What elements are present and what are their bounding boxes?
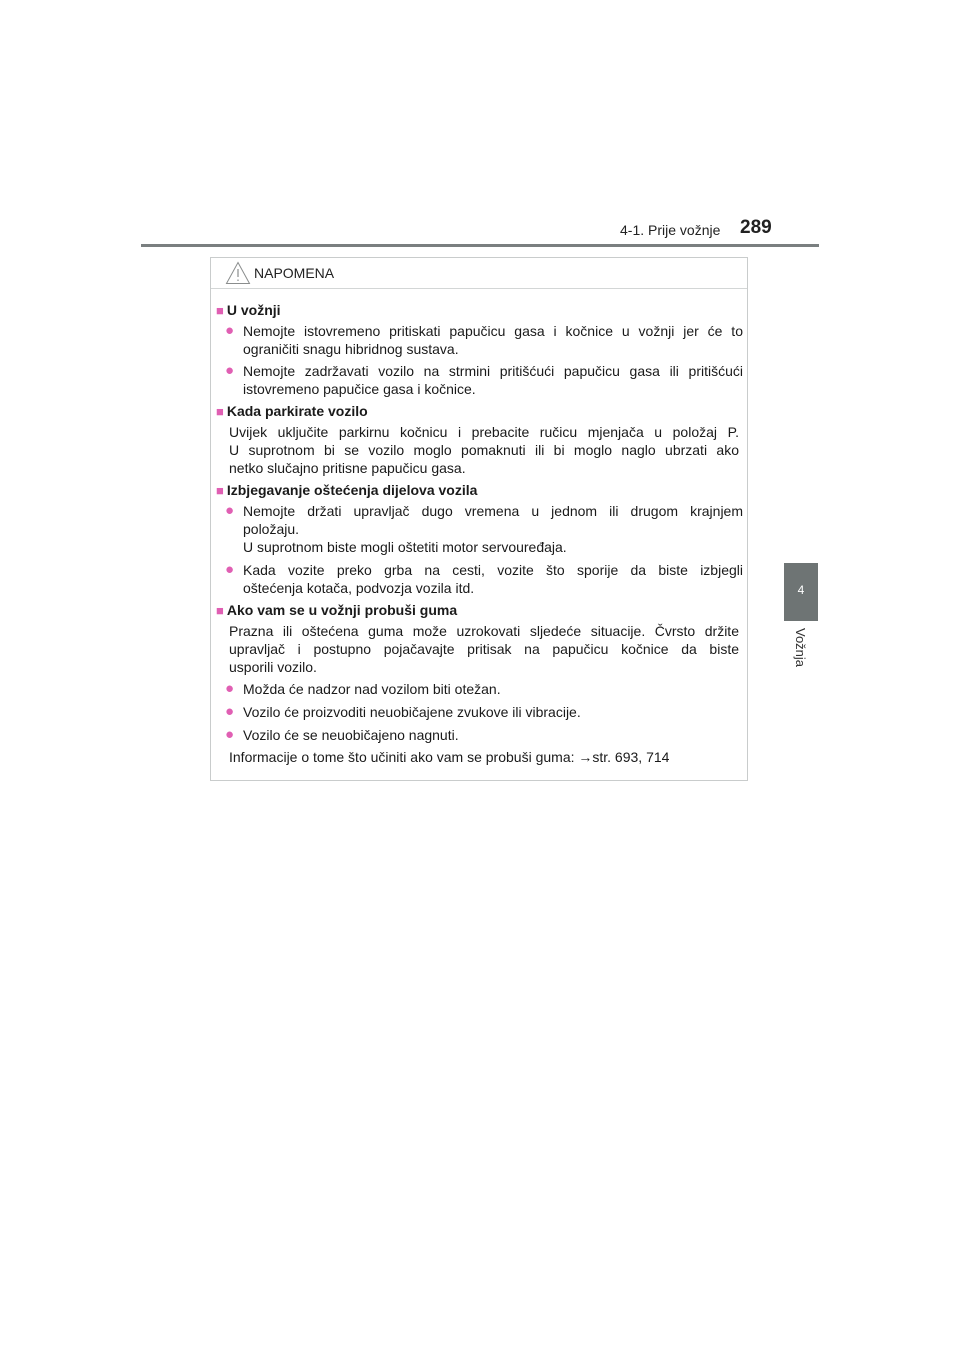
square-bullet-icon: ■ <box>216 404 224 419</box>
chapter-label <box>784 628 818 684</box>
warning-triangle-icon <box>225 261 251 290</box>
section-heading: ■ Ako vam se u vožnji probuši guma <box>216 602 458 618</box>
header-divider <box>141 244 819 247</box>
notice-header <box>211 258 747 289</box>
bullet-text: Nemojte istovremeno pritiskati papučicu gasa i kočnice u vožnji jer će to <box>243 323 743 339</box>
chapter-number: 4 <box>797 583 805 597</box>
chapter-tab <box>784 563 818 621</box>
round-bullet-icon: ● <box>225 502 235 519</box>
paragraph-text: Prazna ili oštećena guma može uzrokovati sljedeće situacije. Čvrsto držite <box>229 623 739 639</box>
round-bullet-icon: ● <box>225 726 235 743</box>
notice-box <box>210 257 748 781</box>
bullet-text: istovremeno papučice gasa i kočnice. <box>243 381 476 397</box>
bullet-text: U suprotnom biste mogli oštetiti motor servouređaja. <box>243 539 567 555</box>
bullet-text: Kada vozite preko grba na cesti, vozite što sporije da biste izbjegli <box>243 562 743 578</box>
section-title: 4-1. Prije vožnje <box>620 222 721 238</box>
bullet-text: Nemojte zadržavati vozilo na strmini pritišćući papučicu gasa ili pritišćući <box>243 363 743 379</box>
page-number: 289 <box>740 217 772 238</box>
paragraph-text: U suprotnom bi se vozilo moglo pomaknuti ili bi moglo naglo ubrzati ako <box>229 442 739 458</box>
bullet-text: ograničiti snagu hibridnog sustava. <box>243 341 459 357</box>
round-bullet-icon: ● <box>225 703 235 720</box>
round-bullet-icon: ● <box>225 322 235 339</box>
chapter-label-text: Vožnja <box>793 628 808 668</box>
square-bullet-icon: ■ <box>216 603 224 618</box>
page-reference: Informacije o tome što učiniti ako vam se probuši guma: →str. 693, 714 <box>229 749 670 765</box>
bullet-text: položaju. <box>243 521 300 537</box>
section-heading: ■ Kada parkirate vozilo <box>216 403 368 419</box>
notice-title: NAPOMENA <box>254 265 335 281</box>
paragraph-text: Uvijek uključite parkirnu kočnicu i prebacite ručicu mjenjača u položaj P. <box>229 424 739 440</box>
bullet-text: Vozilo će se neuobičajeno nagnuti. <box>243 727 459 743</box>
bullet-text: Nemojte držati upravljač dugo vremena u jednom ili drugom krajnjem <box>243 503 743 519</box>
bullet-text: oštećenja kotača, podvozja vozila itd. <box>243 580 475 596</box>
round-bullet-icon: ● <box>225 680 235 697</box>
paragraph-text: upravljač i postupno pojačavajte pritisak na papučicu kočnice da biste <box>229 641 739 657</box>
round-bullet-icon: ● <box>225 362 235 379</box>
bullet-text: Možda će nadzor nad vozilom biti otežan. <box>243 681 501 697</box>
round-bullet-icon: ● <box>225 561 235 578</box>
paragraph-text: netko slučajno pritisne papučicu gasa. <box>229 460 466 476</box>
paragraph-text: usporili vozilo. <box>229 659 317 675</box>
section-heading: ■ U vožnji <box>216 302 281 318</box>
square-bullet-icon: ■ <box>216 483 224 498</box>
square-bullet-icon: ■ <box>216 303 224 318</box>
section-heading: ■ Izbjegavanje oštećenja dijelova vozila <box>216 482 478 498</box>
bullet-text: Vozilo će proizvoditi neuobičajene zvukove ili vibracije. <box>243 704 581 720</box>
